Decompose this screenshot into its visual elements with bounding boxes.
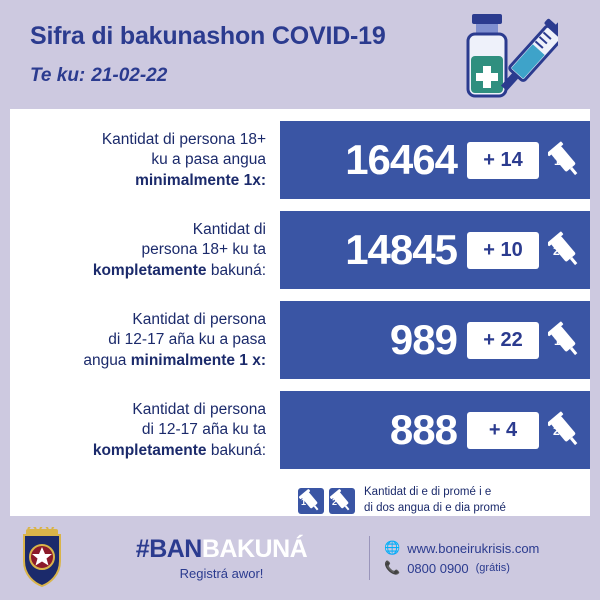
stat-value: 888 xyxy=(389,406,457,454)
syringe-1x-icon xyxy=(298,488,324,514)
svg-text:2: 2 xyxy=(553,424,560,439)
legend-text-line1: Kantidat di e di promé i e xyxy=(364,486,492,499)
phone-line[interactable] xyxy=(384,560,584,576)
stat-value: 14845 xyxy=(345,226,457,274)
page-title: Sifra di bakunashon COVID-19 xyxy=(30,22,386,50)
stat-delta: + 14 xyxy=(467,142,539,179)
hashtag xyxy=(74,535,369,564)
header xyxy=(0,0,600,109)
stat-label xyxy=(10,220,280,281)
bonaire-coat-of-arms-icon xyxy=(14,527,70,589)
syringe-2x-icon xyxy=(329,488,355,514)
svg-text:2: 2 xyxy=(332,496,338,507)
legend-text-line2: di dos angua di e dia promé xyxy=(364,501,506,514)
hashtag-suffix: BAKUNÁ xyxy=(201,535,308,564)
stat-label-bold: minimalmente 1 x: xyxy=(130,351,266,369)
syringe-2x-icon xyxy=(548,410,582,450)
legend xyxy=(10,479,590,516)
stat-label-line1: Kantidat di persona 18+ xyxy=(101,130,266,148)
stat-label-tail: bakuná: xyxy=(206,261,266,279)
syringe-1x-icon xyxy=(548,140,582,180)
phone-number[interactable]: 0800 0900 xyxy=(407,560,469,576)
globe-icon: 🌐 xyxy=(384,540,401,556)
website-url[interactable]: www.boneirukrisis.com xyxy=(407,540,540,556)
phone-note: (grátis) xyxy=(475,562,510,575)
stat-value-box xyxy=(280,391,590,469)
stat-label-bold: kompletamente xyxy=(92,441,207,459)
stat-label-line1: Kantidat di persona xyxy=(132,310,266,328)
stat-label-line1: Kantidat di xyxy=(192,220,266,238)
svg-text:1: 1 xyxy=(301,496,307,507)
stats-panel xyxy=(10,109,590,516)
stat-value-box xyxy=(280,211,590,289)
stat-row xyxy=(10,389,590,471)
stat-label-tail: bakuná: xyxy=(206,441,266,459)
stat-row xyxy=(10,119,590,201)
stat-label-line2: di 12-17 aña ku ta xyxy=(141,421,266,439)
stat-value-box xyxy=(280,301,590,379)
stat-delta: + 4 xyxy=(467,412,539,449)
stat-label xyxy=(10,310,280,371)
stat-label xyxy=(10,400,280,461)
legend-text xyxy=(364,485,506,516)
stat-label-line1: Kantidat di persona xyxy=(132,400,266,418)
vaccine-vial-and-syringe-icon xyxy=(428,10,558,120)
svg-text:1: 1 xyxy=(554,154,561,169)
stat-value-box xyxy=(280,121,590,199)
legend-icons xyxy=(298,488,355,514)
svg-text:2: 2 xyxy=(553,244,560,259)
date-value: 21-02-22 xyxy=(91,65,168,86)
syringe-2x-icon xyxy=(548,230,582,270)
stat-label-bold: kompletamente xyxy=(92,261,207,279)
stat-label-bold: minimalmente 1x: xyxy=(135,171,266,189)
campaign-hashtag-block xyxy=(70,535,369,581)
stat-label-line2: ku a pasa angua xyxy=(151,151,266,169)
stat-delta: + 22 xyxy=(467,322,539,359)
website-line[interactable] xyxy=(384,540,584,556)
hashtag-prefix: #BAN xyxy=(135,535,202,564)
footer xyxy=(0,516,600,600)
stat-row xyxy=(10,209,590,291)
stat-row xyxy=(10,299,590,381)
phone-icon: 📞 xyxy=(384,560,401,576)
svg-text:1: 1 xyxy=(554,334,561,349)
tagline: Registrá awor! xyxy=(179,566,264,582)
stat-label xyxy=(10,130,280,191)
stat-label-line2: di 12-17 aña ku a pasa xyxy=(108,331,266,349)
date-label: Te ku: xyxy=(30,65,86,86)
stat-value: 989 xyxy=(389,316,457,364)
stat-delta: + 10 xyxy=(467,232,539,269)
syringe-1x-icon xyxy=(548,320,582,360)
stat-value: 16464 xyxy=(345,136,457,184)
stat-label-line2: persona 18+ ku ta xyxy=(141,241,266,259)
stat-label-line3: angua xyxy=(83,351,131,369)
contact-block xyxy=(369,536,584,580)
